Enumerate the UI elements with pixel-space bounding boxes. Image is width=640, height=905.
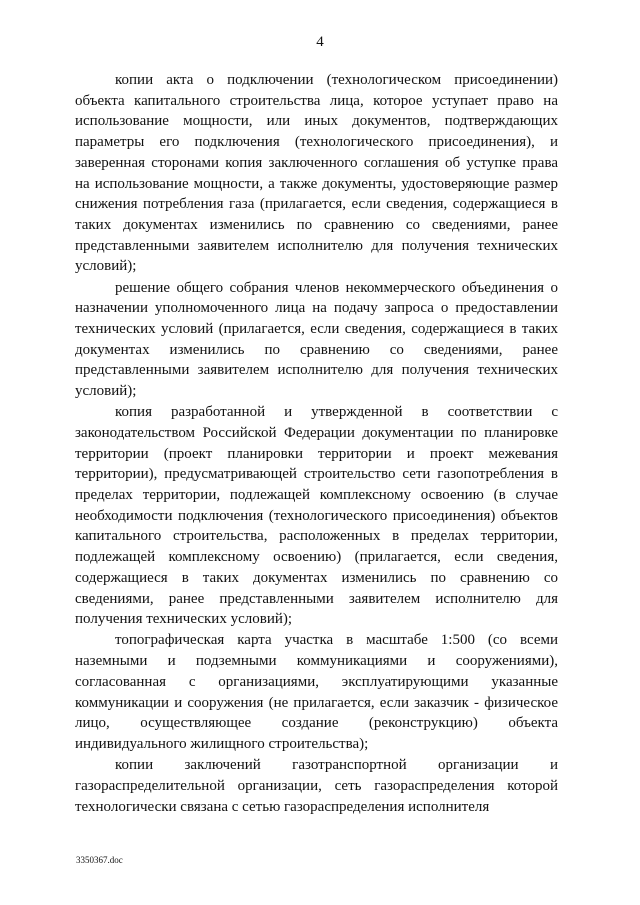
- paragraph-planning-documentation: копия разработанной и утвержденной в соответствии с законодательством Российской Федерации документации по планировке территории (проект планировки территории и проект межевания территории), предусматривающей строительство сети газопотребления в пределах территории, подлежащей комплексному освоению (в случае необходимости подключения (технологического присоединения) объектов капитального строительства, расположенных в пределах территории, подлежащей комплексному освоению) (прилагается, если сведения, содержащиеся в таких документах изменились по сравнению со сведениями, ранее представленными заявителем исполнителю для получения технических условий);: [75, 404, 558, 628]
- page-number: 4: [316, 34, 324, 50]
- paragraph-act-copies: копии акта о подключении (технологическом присоединении) объекта капитального строительства лица, которое уступает право на использование мощности, или иных документов, подтверждающих параметры его подключения (технологического присоединения), и заверенная сторонами копия заключенного соглашения об уступке права на использование мощности, а также документы, удостоверяющие размер снижения потребления газа (прилагается, если сведения, содержащиеся в таких документах изменились по сравнению со сведениями, ранее представленными заявителем исполнителю для получения технических условий);: [75, 72, 558, 275]
- document-body: [75, 70, 558, 817]
- paragraph-meeting-decision: решение общего собрания членов некоммерческого объединения о назначении уполномоченного лица на подачу запроса о предоставлении технических условий (прилагается, если сведения, содержащиеся в таких документах изменились по сравнению со сведениями, ранее представленными заявителем исполнителю для получения технических условий);: [75, 279, 558, 400]
- paragraph-topographic-map: топографическая карта участка в масштабе 1:500 (со всеми наземными и подземными коммуникациями и сооружениями), согласованная с организациями, эксплуатирующими указанные коммуникации и сооружения (не прилагается, если заказчик - физическое лицо, осуществляющее создание (реконструкцию) объекта индивидуального жилищного строительства);: [75, 632, 558, 752]
- paragraph-conclusions-copies: копии заключений газотранспортной организации и газораспределительной организации, сеть газораспределения которой технологически связана с сетью газораспределения исполнителя: [75, 757, 558, 815]
- footer-file-name: 3350367.doc: [76, 855, 123, 865]
